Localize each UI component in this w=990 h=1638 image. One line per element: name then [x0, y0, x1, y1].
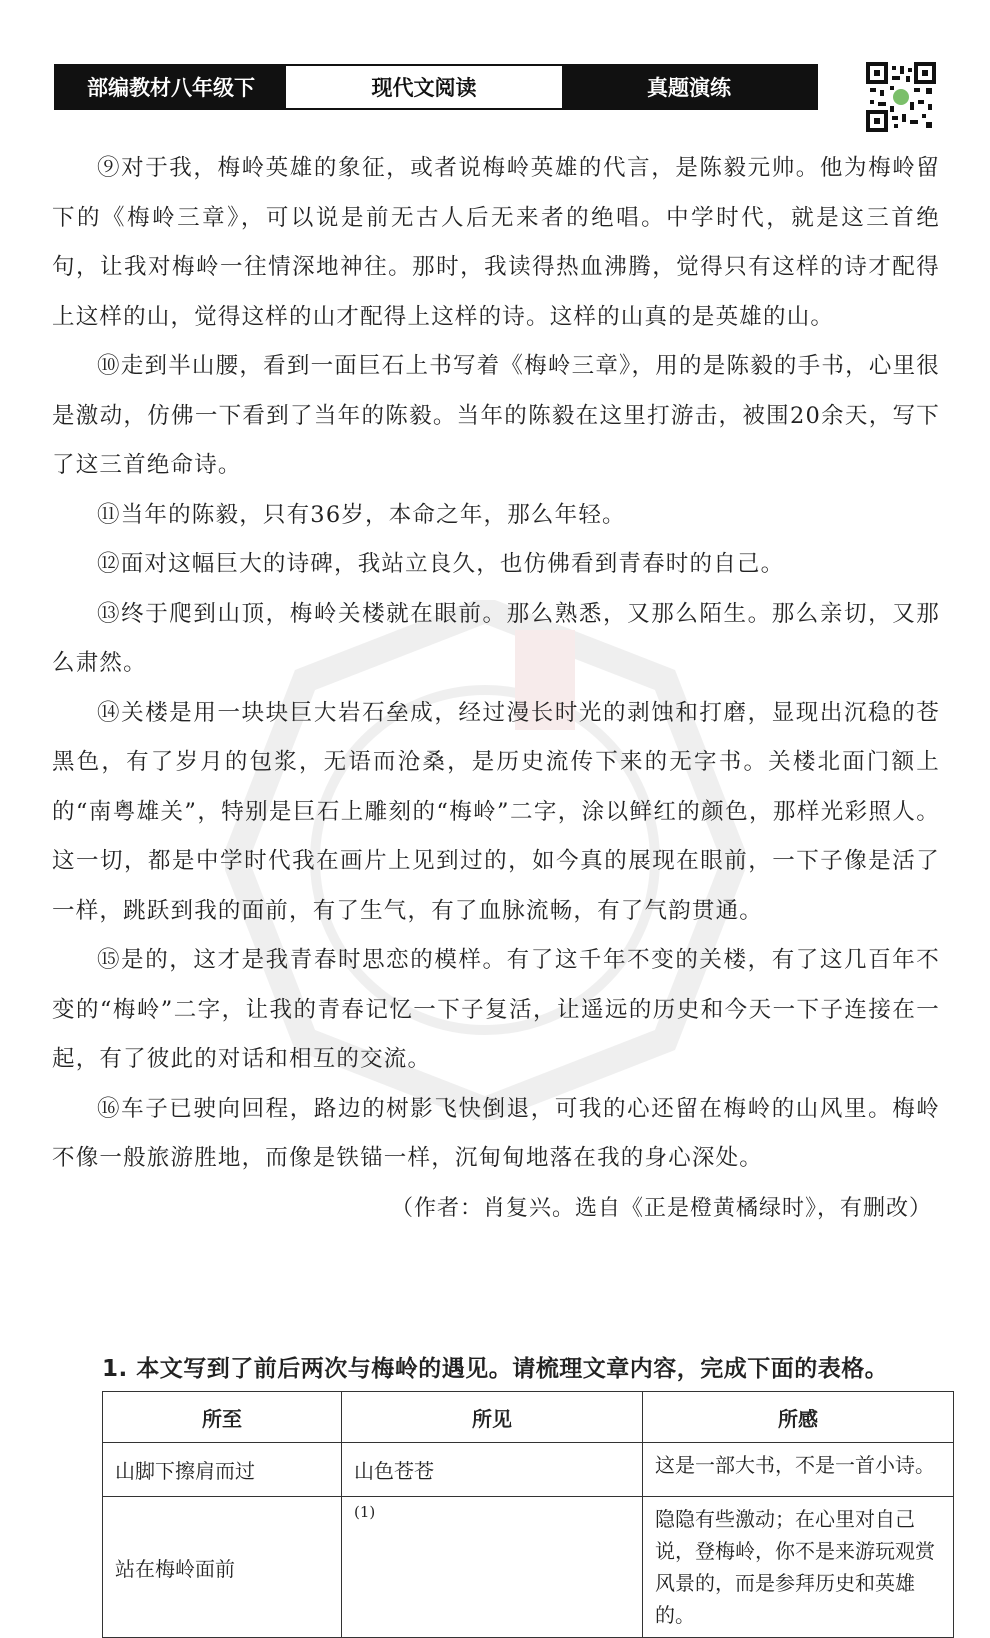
table-row [103, 1443, 954, 1497]
header-subject: 现代文阅读 [286, 66, 562, 108]
paragraph-10: ⑩走到半山腰，看到一面巨石上书写着《梅岭三章》，用的是陈毅的手书，心里很是激动，仿佛一下看到了当年的陈毅。当年的陈毅在这里打游击，被围20余天，写下了这三首绝命诗。 [52, 353, 940, 478]
question-1: 1. 本文写到了前后两次与梅岭的遇见。请梳理文章内容，完成下面的表格。 [102, 1356, 889, 1382]
table-header: 所感 [643, 1392, 954, 1443]
table-cell: 山脚下擦肩而过 [103, 1443, 342, 1497]
table-header: 所至 [103, 1392, 342, 1443]
paragraph-12: ⑫面对这幅巨大的诗碑，我站立良久，也仿佛看到青春时的自己。 [97, 551, 785, 577]
source-citation: （作者：肖复兴。选自《正是橙黄橘绿时》，有删改） [390, 1195, 932, 1221]
header-grade: 部编教材八年级下 [56, 66, 286, 108]
paragraph-9: ⑨对于我，梅岭英雄的象征，或者说梅岭英雄的代言，是陈毅元帅。他为梅岭留下的《梅岭三章》，可以说是前无古人后无来者的绝唱。中学时代，就是这三首绝句，让我对梅岭一往情深地神往。那时，我读得热血沸腾，觉得只有这样的诗才配得上这样的山，觉得这样的山才配得上这样的诗。这样的山真的是英雄的山。 [52, 155, 940, 330]
table-row [103, 1497, 954, 1638]
table-cell: 这是一部大书，不是一首小诗。 [643, 1443, 954, 1497]
table-cell: 站在梅岭面前 [103, 1497, 342, 1638]
answer-blank[interactable]: (1) [342, 1497, 643, 1638]
paragraph-14: ⑭关楼是用一块块巨大岩石垒成，经过漫长时光的剥蚀和打磨，显现出沉稳的苍黑色，有了岁月的包浆，无语而沧桑，是历史流传下来的无字书。关楼北面门额上的“南粤雄关”，特别是巨石上雕刻的“梅岭”二字，涂以鲜红的颜色，那样光彩照人。这一切，都是中学时代我在画片上见到过的，如今真的展现在眼前，一下子像是活了一样，跳跃到我的面前，有了生气，有了血脉流畅，有了气韵贯通。 [52, 699, 940, 924]
paragraph-16: ⑯车子已驶向回程，路边的树影飞快倒退，可我的心还留在梅岭的山风里。梅岭不像一般旅游胜地，而像是铁锚一样，沉甸甸地落在我的身心深处。 [52, 1095, 940, 1171]
table-header: 所见 [342, 1392, 643, 1443]
table-header-row [103, 1392, 954, 1443]
qr-code-icon [866, 62, 936, 132]
article-body [52, 144, 940, 1234]
answer-table [102, 1391, 954, 1638]
paragraph-13: ⑬终于爬到山顶，梅岭关楼就在眼前。那么熟悉，又那么陌生。那么亲切，又那么肃然。 [52, 600, 940, 676]
header-bar [54, 64, 818, 110]
table-cell: 隐隐有些激动；在心里对自己说，登梅岭，你不是来游玩观赏风景的，而是参拜历史和英雄的。 [643, 1497, 954, 1638]
table-cell: 山色苍苍 [342, 1443, 643, 1497]
header-section: 真题演练 [562, 66, 816, 108]
paragraph-15: ⑮是的，这才是我青春时思恋的模样。有了这千年不变的关楼，有了这几百年不变的“梅岭”二字，让我的青春记忆一下子复活，让遥远的历史和今天一下子连接在一起，有了彼此的对话和相互的交流。 [52, 947, 940, 1072]
paragraph-11: ⑪当年的陈毅，只有36岁，本命之年，那么年轻。 [97, 501, 626, 528]
